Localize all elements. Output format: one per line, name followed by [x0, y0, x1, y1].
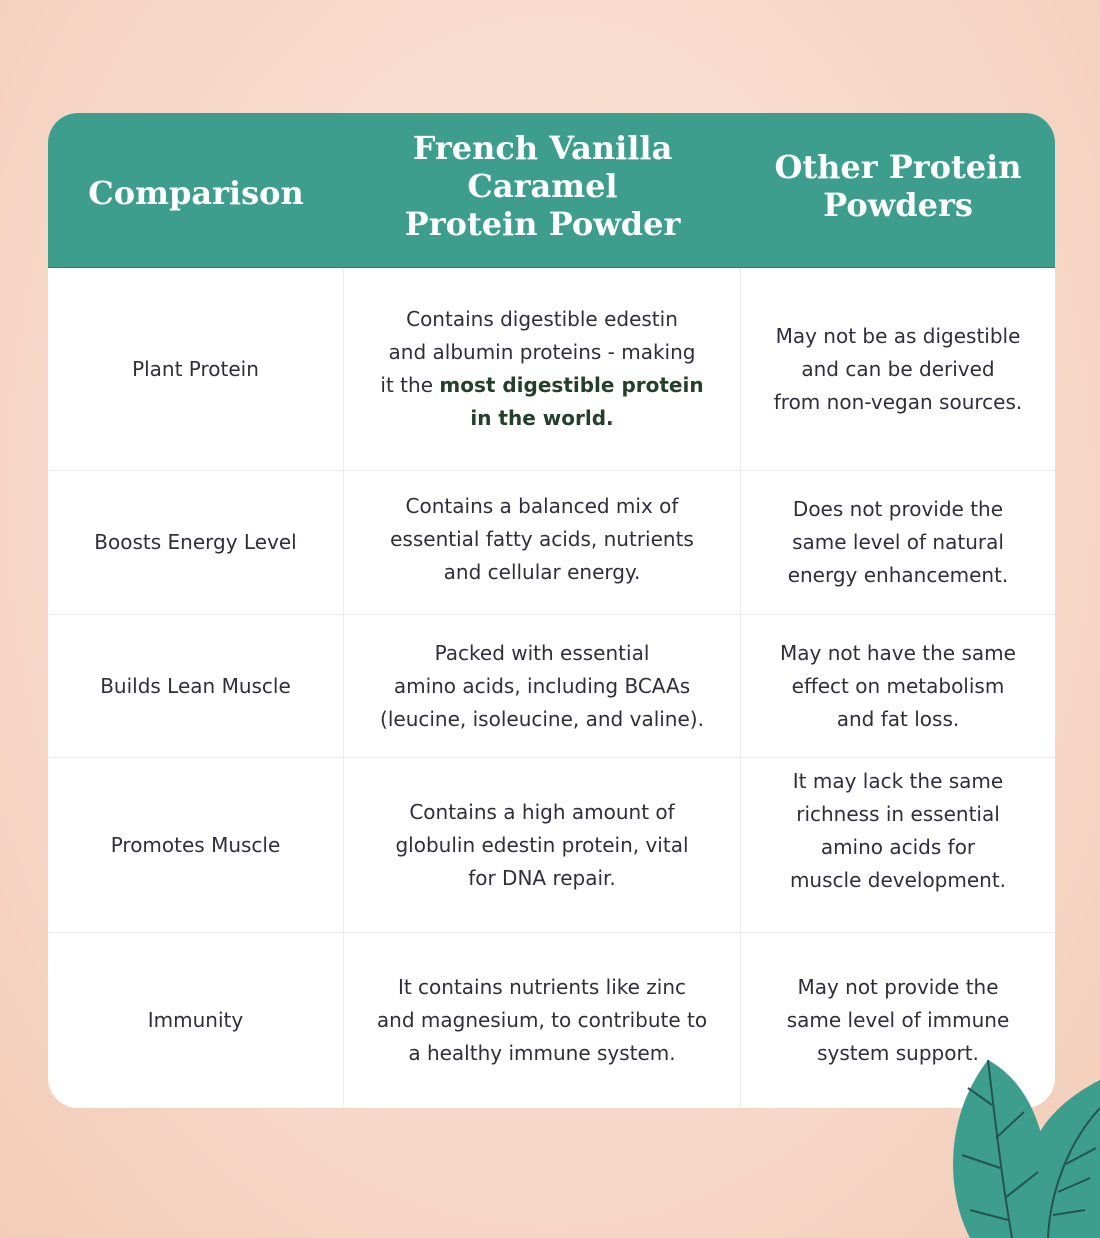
- table-row: [48, 615, 1055, 758]
- header-other-powders-line2: Powders: [823, 185, 973, 224]
- row-label-text: Boosts Energy Level: [94, 530, 297, 554]
- row-label: [48, 471, 344, 614]
- table-header: [48, 113, 1055, 268]
- header-comparison: [48, 115, 344, 270]
- table-row: [48, 268, 1055, 471]
- table-row: [48, 758, 1055, 933]
- row-ours-text: Packed with essential amino acids, including BCAAs (leucine, isoleucine, and valine).: [380, 640, 704, 731]
- row-others: [741, 268, 1055, 470]
- row-others-text: Does not provide the same level of natural energy enhancement.: [787, 497, 1009, 587]
- header-comparison-label: Comparison: [88, 173, 304, 212]
- row-others: [741, 615, 1055, 757]
- row-ours: [344, 471, 741, 614]
- row-others: [741, 471, 1055, 614]
- leaf-icon: [940, 1060, 1100, 1238]
- row-label-text: Immunity: [147, 1008, 244, 1032]
- row-others-text: May not be as digestible and can be derived from non-vegan sources.: [773, 323, 1023, 414]
- row-label-text: Builds Lean Muscle: [100, 673, 291, 698]
- header-other-powders: [741, 113, 1055, 268]
- table-row: [48, 471, 1055, 615]
- row-ours: [344, 268, 741, 470]
- row-label-text: Plant Protein: [132, 356, 259, 381]
- header-french-vanilla: [344, 113, 741, 268]
- row-others: [741, 758, 1055, 932]
- row-label: [48, 933, 344, 1108]
- row-label: [48, 758, 344, 932]
- table-row: [48, 933, 1055, 1108]
- row-ours: [344, 758, 741, 932]
- row-others-text: It may lack the same richness in essential amino acids for muscle development.: [789, 769, 1007, 892]
- header-french-vanilla-line1: French Vanilla Caramel: [412, 128, 673, 205]
- header-french-vanilla-line2: Protein Powder: [404, 204, 681, 243]
- row-ours: [344, 615, 741, 757]
- row-label: [48, 268, 344, 470]
- row-label: [48, 615, 344, 757]
- row-label-text: Promotes Muscle: [110, 832, 281, 857]
- row-ours-highlight: most digestible protein in the world.: [439, 373, 704, 430]
- row-ours-text: Contains a high amount of globulin edestin protein, vital for DNA repair.: [395, 799, 689, 890]
- header-other-powders-line1: Other Protein: [774, 147, 1022, 186]
- row-ours-text: It contains nutrients like zinc and magnesium, to contribute to a healthy immune system.: [376, 975, 708, 1065]
- row-ours: [344, 933, 741, 1108]
- row-ours-text: Contains a balanced mix of essential fatty acids, nutrients and cellular energy.: [390, 494, 694, 584]
- row-others-text: May not have the same effect on metabolism and fat loss.: [780, 640, 1016, 731]
- comparison-table: [48, 113, 1055, 1108]
- row-others-text: May not provide the same level of immune system support.: [786, 975, 1010, 1065]
- row-ours-text: Contains digestible edestin and albumin proteins - making it the: [380, 307, 696, 397]
